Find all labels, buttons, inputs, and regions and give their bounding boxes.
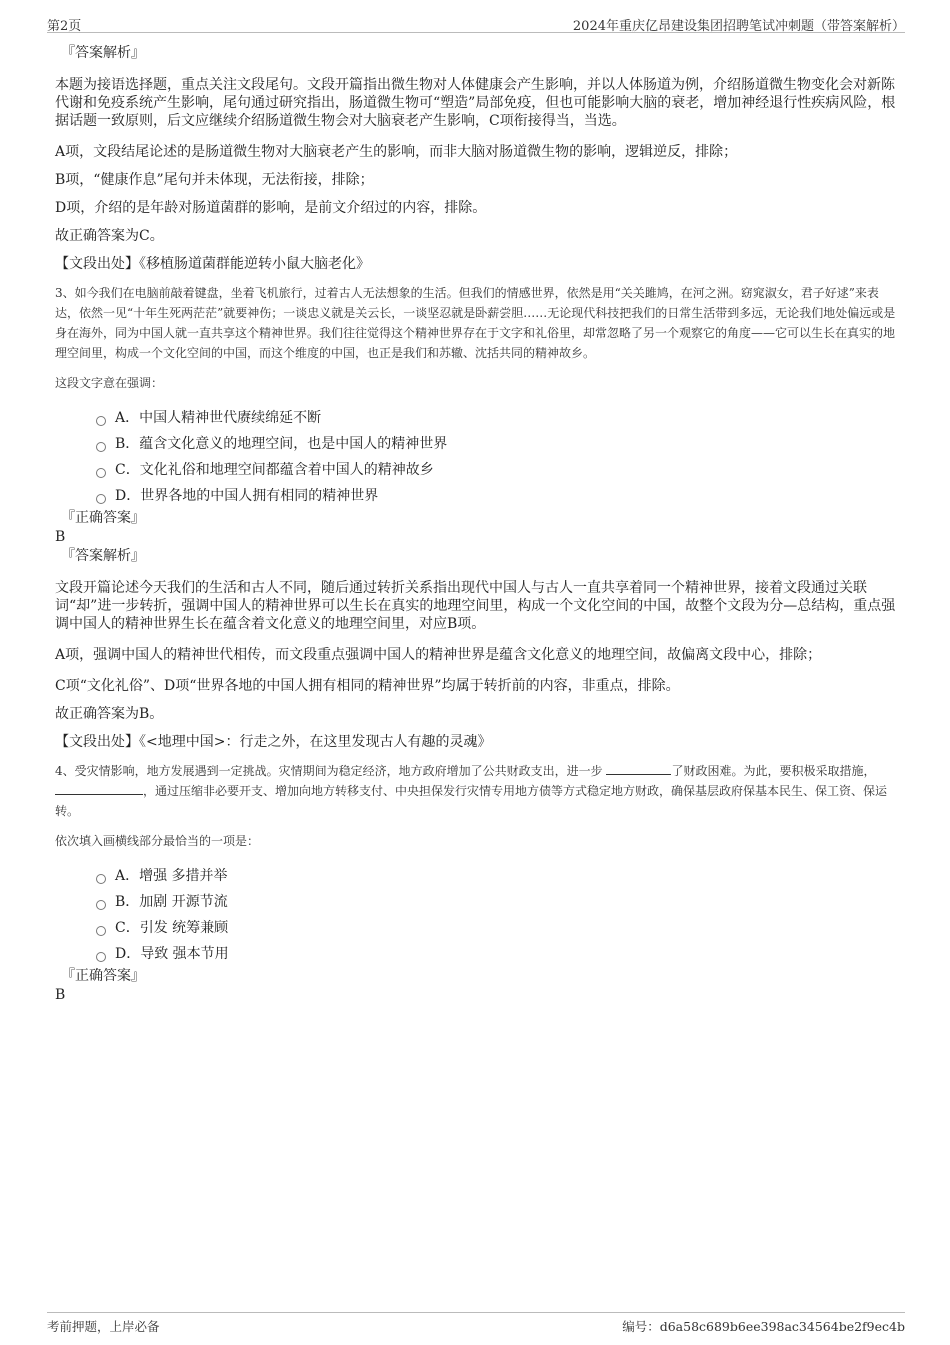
q3-option-b[interactable] [55,431,902,457]
q4-option-b[interactable] [55,889,902,915]
fill-blank-1 [606,763,671,775]
q4-answer-label: 『正确答案』 [61,968,145,984]
radio-button[interactable] [96,900,106,910]
page-footer [47,1312,905,1335]
q2-analysis-a: A项，文段结尾论述的是肠道微生物对大脑衰老产生的影响，而非大脑对肠道微生物的影响，逻辑逆反，排除； [55,144,738,160]
option-label: A．中国人精神世代赓续绵延不断 [115,410,322,426]
q2-source: 【文段出处】《移植肠道菌群能逆转小鼠大脑老化》 [55,256,370,272]
fill-blank-2 [55,783,143,795]
radio-button[interactable] [96,952,106,962]
q3-analysis-main: 文段开篇论述今天我们的生活和古人不同，随后通过转折关系指出现代中国人与古人一直共享着同一个精神世界，接着文段通过关联词“却”进一步转折，强调中国人的精神世界可以生长在真实的地理空间里，构成一个文化空间的中国，故整个文段为分—总结构，重点强调中国人的精神世界生长在蕴含着文化意义的地理空间里，对应B项。 [55,580,896,632]
q4-stem-part1: 4、受灾情影响，地方发展遇到一定挑战。灾情期间为稳定经济，地方政府增加了公共财政支出，进一步 [55,764,603,778]
q2-conclusion: 故正确答案为C。 [55,228,164,244]
q3-analysis-cd: C项“文化礼俗”、D项“世界各地的中国人拥有相同的精神世界”均属于转折前的内容，非重点，排除。 [55,678,680,694]
q3-analysis-a: A项，强调中国人的精神世代相传，而文段重点强调中国人的精神世界是蕴含文化意义的地理空间，故偏离文段中心，排除； [55,647,822,663]
option-label: D．导致 强本节用 [115,946,229,962]
q4-stem-part2: 了财政困难。为此，要积极采取措施， [671,764,876,778]
q3-answer: B [55,529,66,545]
q4-prompt: 依次填入画横线部分最恰当的一项是： [55,834,260,848]
document-id: 编号：d6a58c689b6ee398ac34564be2f9ec4b [622,1319,905,1334]
q3-prompt: 这段文字意在强调： [55,376,164,390]
page-number: 第2页 [47,19,82,34]
q4-stem [55,761,902,821]
option-label: A．增强 多措并举 [115,868,228,884]
q2-analysis-d: D项，介绍的是年龄对肠道菌群的影响，是前文介绍过的内容，排除。 [55,200,487,216]
q3-option-a[interactable] [55,405,902,431]
option-label: D．世界各地的中国人拥有相同的精神世界 [115,488,379,504]
q3-conclusion: 故正确答案为B。 [55,706,164,722]
option-label: B．蕴含文化意义的地理空间，也是中国人的精神世界 [115,436,448,452]
radio-button[interactable] [96,442,106,452]
q3-options [55,405,902,509]
q4-stem-part3: ，通过压缩非必要开支、增加向地方转移支付、中央担保发行灾情专用地方债等方式稳定地方财政，确保基层政府保基本民生、保工资、保运转。 [55,784,888,818]
radio-button[interactable] [96,874,106,884]
q3-option-c[interactable] [55,457,902,483]
option-label: B．加剧 开源节流 [115,894,228,910]
radio-button[interactable] [96,416,106,426]
q2-analysis-b: B项，“健康作息”尾句并未体现，无法衔接，排除； [55,172,374,188]
q4-options [55,863,902,967]
footer-slogan: 考前押题，上岸必备 [47,1319,160,1334]
document-title: 2024年重庆亿昂建设集团招聘笔试冲刺题（带答案解析） [572,19,905,34]
radio-button[interactable] [96,494,106,504]
radio-button[interactable] [96,468,106,478]
q3-source: 【文段出处】《<地理中国>：行走之外，在这里发现古人有趣的灵魂》 [55,734,492,750]
page-header [47,12,905,33]
option-label: C．引发 统筹兼顾 [115,920,229,936]
q3-stem: 3、如今我们在电脑前敲着键盘，坐着飞机旅行，过着古人无法想象的生活。但我们的情感世界，依然是用“关关雎鸠，在河之洲。窈窕淑女，君子好逑”来表达，依然一见“十年生死两茫茫”就要神伤；一谈忠义就是关云长，一谈坚忍就是卧薪尝胆……无论现代科技把我们的日常生活带到多远，无论我们地处偏远或是身在海外，同为中国人就一直共享这个精神世界。我们往往觉得这个精神世界存在于文字和礼俗里，却常忽略了另一个观察它的角度——它可以生长在真实的地理空间里，构成一个文化空间的中国，而这个维度的中国，也正是我们和苏辙、沈括共同的精神故乡。 [55,286,896,360]
q3-analysis-label: 『答案解析』 [61,548,145,564]
radio-button[interactable] [96,926,106,936]
q4-option-a[interactable] [55,863,902,889]
q2-analysis-main: 本题为接语选择题，重点关注文段尾句。文段开篇指出微生物对人体健康会产生影响，并以人体肠道为例，介绍肠道微生物变化会对新陈代谢和免疫系统产生影响，尾句通过研究指出，肠道微生物可“塑造”局部免疫，但也可能影响大脑的衰老，增加神经退行性疾病风险，根据话题一致原则，后文应继续介绍肠道微生物会对大脑衰老产生影响，C项衔接得当，当选。 [55,77,896,129]
option-label: C．文化礼俗和地理空间都蕴含着中国人的精神故乡 [115,462,434,478]
q4-option-c[interactable] [55,915,902,941]
q3-option-d[interactable] [55,483,902,509]
q2-analysis-label: 『答案解析』 [61,45,145,61]
page-content [55,44,902,1005]
q4-answer: B [55,987,66,1003]
q3-answer-label: 『正确答案』 [61,510,145,526]
q4-option-d[interactable] [55,941,902,967]
